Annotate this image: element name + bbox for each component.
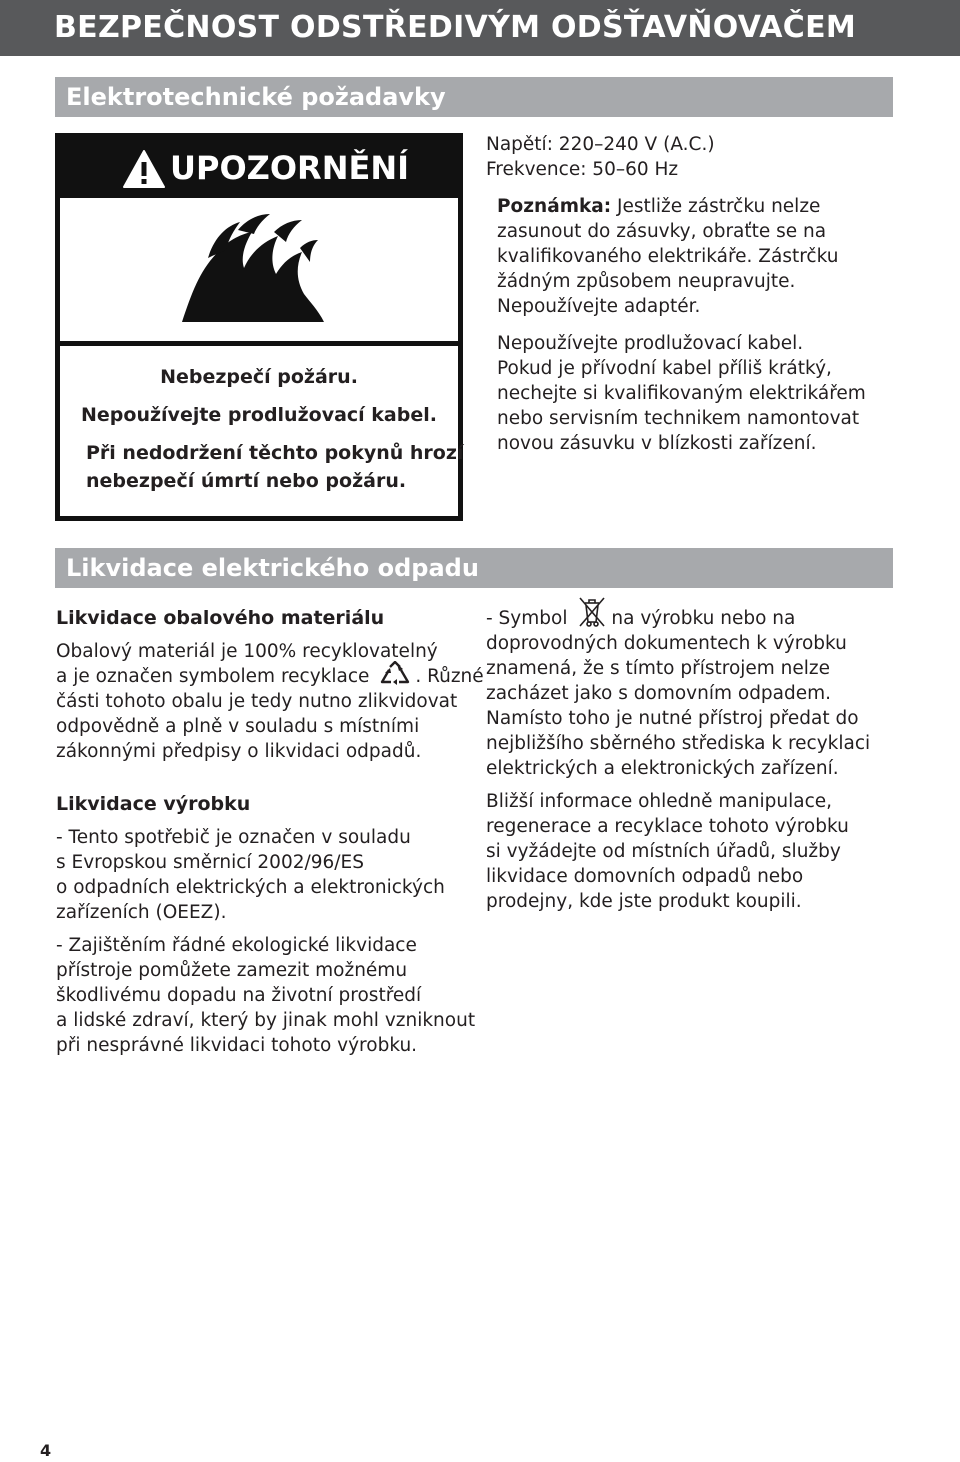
- section-heading-electrical: [55, 77, 893, 117]
- symbol-text-6: nejbližšího sběrného střediska k recyklaci: [486, 733, 871, 754]
- electrical-specs: [486, 132, 715, 182]
- symbol-text-4: zacházet jako s domovním odpadem.: [486, 683, 832, 704]
- info-text-1: Bližší informace ohledně manipulace,: [486, 791, 833, 812]
- warning-line-extension: Nepoužívejte prodlužovací kabel.: [81, 404, 437, 426]
- info-text-2: regenerace a recyklace tohoto výrobku: [486, 816, 849, 837]
- note-text-3: kvalifikovaného elektrikáře. Zástrčku: [497, 246, 839, 267]
- packaging-text-3: části tohoto obalu je tedy nutno zlikvidovat: [56, 691, 458, 712]
- packaging-text-4: odpovědně a plně v souladu s místními: [56, 716, 420, 737]
- page-title-bar: [0, 0, 960, 56]
- packaging-text-2b: . Různé: [415, 666, 484, 687]
- warning-header: [60, 138, 458, 198]
- product-text-5: - Zajištěním řádné ekologické likvidace: [56, 935, 417, 956]
- recycle-icon: [377, 661, 413, 687]
- page-title: BEZPEČNOST ODSTŘEDIVÝM ODŠŤAVŇOVAČEM: [54, 10, 857, 45]
- note-text-2: zasunout do zásuvky, obraťte se na: [497, 221, 827, 242]
- symbol-text-1a: - Symbol: [486, 608, 568, 629]
- page-number: 4: [40, 1441, 52, 1460]
- crossed-bin-icon: [575, 595, 609, 629]
- warning-line-fire: Nebezpečí požáru.: [160, 366, 358, 388]
- section-heading-disposal: [55, 548, 893, 588]
- warning-line-consequence-1: Při nedodržení těchto pokynů hrozí: [86, 442, 464, 464]
- extension-text-2: Pokud je přívodní kabel příliš krátký,: [497, 358, 832, 379]
- symbol-text-7: elektrických a elektronických zařízení.: [486, 758, 839, 779]
- packaging-text-5: zákonnými předpisy o likvidaci odpadů.: [56, 741, 422, 762]
- extension-text-1: Nepoužívejte prodlužovací kabel.: [497, 333, 804, 354]
- frequency-text: Frekvence: 50–60 Hz: [486, 159, 679, 180]
- extension-text-5: novou zásuvku v blízkosti zařízení.: [497, 433, 817, 454]
- packaging-heading: Likvidace obalového materiálu: [56, 607, 385, 629]
- section-heading-text: Elektrotechnické požadavky: [66, 83, 446, 111]
- warning-box: [55, 133, 463, 521]
- product-text-9: při nesprávné likvidaci tohoto výrobku.: [56, 1035, 418, 1056]
- product-text-8: a lidské zdraví, který by jinak mohl vzniknout: [56, 1010, 476, 1031]
- product-text-3: o odpadních elektrických a elektronických: [56, 877, 445, 898]
- packaging-disposal: [56, 606, 484, 1058]
- section-heading-text: Likvidace elektrického odpadu: [66, 554, 479, 582]
- product-text-4: zařízeních (OEEZ).: [56, 902, 227, 923]
- product-text-6: přístroje pomůžete zamezit možnému: [56, 960, 408, 981]
- symbol-text-1b: na výrobku nebo na: [611, 608, 796, 629]
- note-paragraph: [497, 194, 866, 456]
- symbol-explanation: [486, 606, 870, 914]
- note-text-5: Nepoužívejte adaptér.: [497, 296, 701, 317]
- warning-label: UPOZORNĚNÍ: [170, 149, 410, 187]
- packaging-text-1: Obalový materiál je 100% recyklovatelný: [56, 641, 438, 662]
- voltage-text: Napětí: 220–240 V (A.C.): [486, 134, 715, 155]
- symbol-text-2: doprovodných dokumentech k výrobku: [486, 633, 847, 654]
- product-text-2: s Evropskou směrnicí 2002/96/ES: [56, 852, 364, 873]
- fire-icon: [178, 212, 328, 324]
- info-text-5: prodejny, kde jste produkt koupili.: [486, 891, 802, 912]
- info-text-3: si vyžádejte od místních úřadů, služby: [486, 841, 841, 862]
- warning-line-consequence-2: nebezpečí úmrtí nebo požáru.: [86, 470, 407, 492]
- extension-text-4: nebo servisním technikem namontovat: [497, 408, 860, 429]
- extension-text-3: nechejte si kvalifikovaným elektrikářem: [497, 383, 866, 404]
- packaging-text-2a: a je označen symbolem recyklace: [56, 666, 370, 687]
- note-text-4: žádným způsobem neupravujte.: [497, 271, 796, 292]
- warning-text: [60, 363, 464, 495]
- note-text-1: Jestliže zástrčku nelze: [611, 196, 821, 217]
- product-text-7: škodlivému dopadu na životní prostředí: [56, 985, 422, 1006]
- note-label: Poznámka:: [497, 196, 612, 217]
- info-text-4: likvidace domovních odpadů nebo: [486, 866, 804, 887]
- symbol-text-5: Namísto toho je nutné přístroj předat do: [486, 708, 859, 729]
- symbol-text-3: znamená, že s tímto přístrojem nelze: [486, 658, 831, 679]
- product-disposal-heading: Likvidace výrobku: [56, 793, 251, 815]
- warning-triangle-icon: [122, 149, 166, 189]
- product-text-1: - Tento spotřebič je označen v souladu: [56, 827, 411, 848]
- fire-panel: [60, 198, 458, 346]
